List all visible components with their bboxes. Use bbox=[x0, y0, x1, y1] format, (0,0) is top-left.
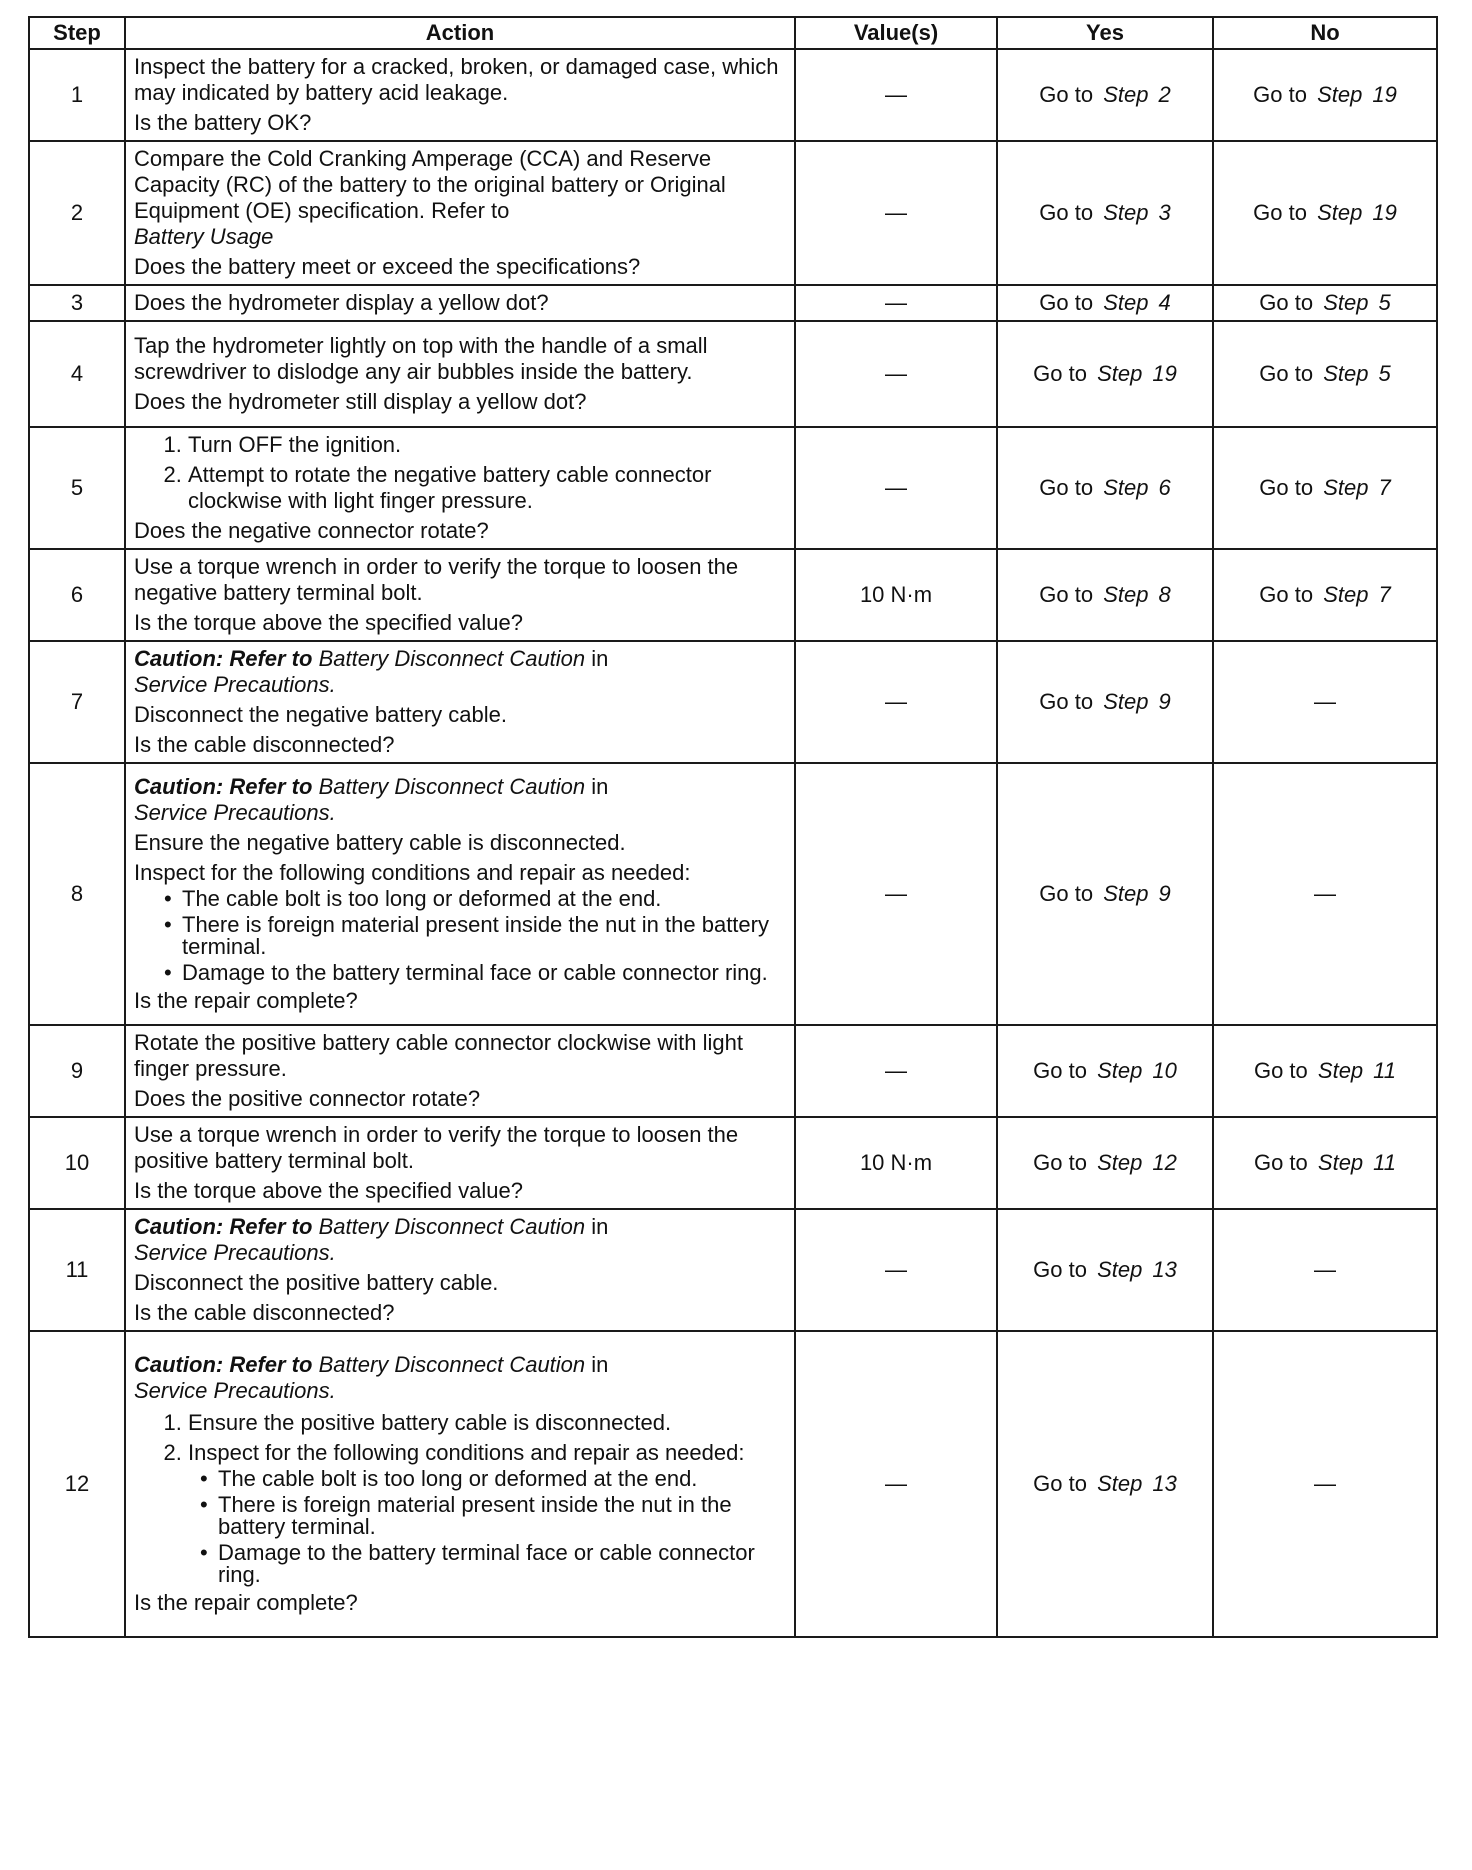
yes-cell bbox=[997, 49, 1213, 141]
goto-step-number: 11 bbox=[1373, 1150, 1397, 1175]
action-text: Rotate the positive battery cable connector clockwise with light finger pressure. bbox=[134, 1030, 743, 1081]
goto-step-number: 5 bbox=[1378, 361, 1391, 386]
yes-cell bbox=[997, 427, 1213, 549]
action-cell bbox=[125, 1025, 795, 1117]
table-row bbox=[29, 763, 1437, 1025]
table-row bbox=[29, 141, 1437, 285]
step-word: Step bbox=[1097, 1471, 1143, 1496]
step-word: Step bbox=[1317, 82, 1363, 107]
no-cell bbox=[1213, 321, 1437, 427]
header-values: Value(s) bbox=[795, 17, 997, 49]
step-word: Step bbox=[1103, 475, 1149, 500]
action-question: Does the positive connector rotate? bbox=[134, 1086, 481, 1111]
action-text-2: Inspect for the following conditions and repair as needed: bbox=[134, 860, 691, 885]
action-text: Tap the hydrometer lightly on top with the handle of a small screwdriver to dislodge any air bubbles inside the battery. bbox=[134, 333, 708, 384]
action-cell bbox=[125, 427, 795, 549]
action-question: Does the battery meet or exceed the specifications? bbox=[134, 254, 641, 279]
goto-label: Go to bbox=[1033, 1150, 1087, 1175]
list-item: 2. Attempt to rotate the negative battery cable connector clockwise with light finger pressure. bbox=[188, 462, 786, 514]
step-word: Step bbox=[1323, 361, 1369, 386]
goto-label: Go to bbox=[1033, 361, 1087, 386]
goto-step-number: 3 bbox=[1158, 200, 1171, 225]
goto-step-number: 19 bbox=[1372, 200, 1397, 225]
goto-step-number: 9 bbox=[1158, 689, 1171, 714]
no-cell bbox=[1213, 1025, 1437, 1117]
action-cell bbox=[125, 321, 795, 427]
goto-step-number: 12 bbox=[1152, 1150, 1177, 1175]
step-number: 5 bbox=[29, 427, 125, 549]
caution-source: Service Precautions. bbox=[134, 1240, 336, 1265]
list-item bbox=[188, 1440, 786, 1586]
yes-cell bbox=[997, 549, 1213, 641]
table-row bbox=[29, 1117, 1437, 1209]
caution-line bbox=[134, 1214, 786, 1266]
table-row bbox=[29, 427, 1437, 549]
step-number: 2 bbox=[29, 141, 125, 285]
caution-reference: Battery Disconnect Caution bbox=[318, 1214, 586, 1239]
action-text: Compare the Cold Cranking Amperage (CCA) and Reserve Capacity (RC) of the battery to the original battery or Original Equipment (OE) specification. Refer to bbox=[134, 146, 726, 223]
goto-step-number: 7 bbox=[1378, 582, 1391, 607]
step-word: Step bbox=[1097, 361, 1143, 386]
table-row bbox=[29, 1025, 1437, 1117]
goto-label: Go to bbox=[1039, 290, 1094, 315]
list-item: • There is foreign material present inside the nut in the battery terminal. bbox=[182, 914, 786, 958]
value-cell: — bbox=[795, 763, 997, 1025]
action-question: Does the hydrometer display a yellow dot? bbox=[134, 290, 549, 315]
goto-label: Go to bbox=[1259, 582, 1314, 607]
no-cell: — bbox=[1213, 1209, 1437, 1331]
goto-step-number: 19 bbox=[1372, 82, 1397, 107]
action-question: Is the torque above the specified value? bbox=[134, 610, 523, 635]
step-word: Step bbox=[1317, 1150, 1364, 1175]
step-number: 7 bbox=[29, 641, 125, 763]
value-cell: — bbox=[795, 1331, 997, 1637]
goto-step-number: 10 bbox=[1152, 1058, 1177, 1083]
goto-label: Go to bbox=[1033, 1471, 1087, 1496]
no-cell: — bbox=[1213, 641, 1437, 763]
caution-lead: Caution: Refer to bbox=[134, 646, 313, 671]
step-number: 9 bbox=[29, 1025, 125, 1117]
caution-reference: Battery Disconnect Caution bbox=[318, 1352, 586, 1377]
yes-cell bbox=[997, 141, 1213, 285]
list-item: • Damage to the battery terminal face or cable connector ring. bbox=[218, 1542, 786, 1586]
action-cell bbox=[125, 141, 795, 285]
step-word: Step bbox=[1103, 582, 1149, 607]
step-word: Step bbox=[1103, 82, 1149, 107]
value-cell: — bbox=[795, 141, 997, 285]
goto-step-number: 5 bbox=[1378, 290, 1391, 315]
caution-lead: Caution: Refer to bbox=[134, 774, 313, 799]
value-cell: — bbox=[795, 427, 997, 549]
goto-label: Go to bbox=[1259, 361, 1314, 386]
step-word: Step bbox=[1323, 582, 1369, 607]
list-item: • There is foreign material present inside the nut in the battery terminal. bbox=[218, 1494, 786, 1538]
action-cell bbox=[125, 763, 795, 1025]
value-cell: — bbox=[795, 1209, 997, 1331]
action-cell bbox=[125, 285, 795, 321]
no-cell bbox=[1213, 285, 1437, 321]
table-row bbox=[29, 549, 1437, 641]
no-cell bbox=[1213, 1117, 1437, 1209]
yes-cell bbox=[997, 285, 1213, 321]
header-step: Step bbox=[29, 17, 125, 49]
yes-cell bbox=[997, 1209, 1213, 1331]
goto-label: Go to bbox=[1253, 1150, 1308, 1175]
step-word: Step bbox=[1097, 1150, 1143, 1175]
goto-label: Go to bbox=[1033, 1257, 1087, 1282]
action-text: Use a torque wrench in order to verify the torque to loosen the negative battery terminal bolt. bbox=[134, 554, 739, 605]
caution-in: in bbox=[591, 1352, 609, 1377]
list-item: 1. Turn OFF the ignition. bbox=[188, 432, 786, 458]
list-item-text: Inspect for the following conditions and repair as needed: bbox=[188, 1440, 745, 1465]
action-cell bbox=[125, 641, 795, 763]
action-text: Disconnect the positive battery cable. bbox=[134, 1270, 499, 1295]
goto-label: Go to bbox=[1039, 200, 1094, 225]
goto-step-number: 2 bbox=[1158, 82, 1171, 107]
caution-reference: Battery Disconnect Caution bbox=[318, 646, 586, 671]
action-text: Ensure the negative battery cable is disconnected. bbox=[134, 830, 626, 855]
step-word: Step bbox=[1103, 290, 1149, 315]
step-number: 1 bbox=[29, 49, 125, 141]
action-cell bbox=[125, 1117, 795, 1209]
step-word: Step bbox=[1103, 200, 1149, 225]
step-number: 12 bbox=[29, 1331, 125, 1637]
caution-lead: Caution: Refer to bbox=[134, 1352, 313, 1377]
bullet-list bbox=[134, 888, 786, 984]
yes-cell bbox=[997, 763, 1213, 1025]
list-item: • Damage to the battery terminal face or cable connector ring. bbox=[182, 962, 786, 984]
action-question: Does the hydrometer still display a yellow dot? bbox=[134, 389, 587, 414]
header-yes: Yes bbox=[997, 17, 1213, 49]
action-question: Is the cable disconnected? bbox=[134, 732, 395, 757]
value-cell: 10 N·m bbox=[795, 1117, 997, 1209]
no-cell bbox=[1213, 49, 1437, 141]
goto-label: Go to bbox=[1039, 82, 1094, 107]
step-word: Step bbox=[1323, 475, 1369, 500]
table-header-row bbox=[29, 17, 1437, 49]
action-cell bbox=[125, 1209, 795, 1331]
step-word: Step bbox=[1103, 689, 1149, 714]
step-number: 4 bbox=[29, 321, 125, 427]
step-number: 6 bbox=[29, 549, 125, 641]
action-question: Is the repair complete? bbox=[134, 988, 358, 1013]
header-action: Action bbox=[125, 17, 795, 49]
action-cell bbox=[125, 549, 795, 641]
caution-source: Service Precautions. bbox=[134, 672, 336, 697]
action-text: Use a torque wrench in order to verify the torque to loosen the positive battery terminal bolt. bbox=[134, 1122, 739, 1173]
step-word: Step bbox=[1317, 200, 1363, 225]
yes-cell bbox=[997, 1025, 1213, 1117]
goto-label: Go to bbox=[1039, 475, 1094, 500]
yes-cell bbox=[997, 641, 1213, 763]
yes-cell bbox=[997, 321, 1213, 427]
action-cell bbox=[125, 49, 795, 141]
goto-step-number: 4 bbox=[1158, 290, 1171, 315]
value-cell: 10 N·m bbox=[795, 549, 997, 641]
step-number: 8 bbox=[29, 763, 125, 1025]
step-word: Step bbox=[1097, 1257, 1143, 1282]
goto-step-number: 19 bbox=[1152, 361, 1177, 386]
table-row bbox=[29, 49, 1437, 141]
goto-label: Go to bbox=[1039, 881, 1094, 906]
value-cell: — bbox=[795, 285, 997, 321]
goto-label: Go to bbox=[1253, 1058, 1308, 1083]
step-word: Step bbox=[1097, 1058, 1143, 1083]
no-cell: — bbox=[1213, 763, 1437, 1025]
goto-step-number: 11 bbox=[1373, 1058, 1397, 1083]
numbered-list bbox=[134, 1410, 786, 1586]
list-item: 1. Ensure the positive battery cable is disconnected. bbox=[188, 1410, 786, 1436]
goto-step-number: 8 bbox=[1158, 582, 1171, 607]
list-item: • The cable bolt is too long or deformed at the end. bbox=[182, 888, 786, 910]
caution-source: Service Precautions. bbox=[134, 1378, 336, 1403]
action-question: Is the repair complete? bbox=[134, 1590, 358, 1615]
goto-label: Go to bbox=[1253, 200, 1307, 225]
action-text: Disconnect the negative battery cable. bbox=[134, 702, 508, 727]
table-row bbox=[29, 1331, 1437, 1637]
step-number: 11 bbox=[29, 1209, 125, 1331]
bullet-list bbox=[188, 1468, 786, 1586]
no-cell bbox=[1213, 141, 1437, 285]
no-cell: — bbox=[1213, 1331, 1437, 1637]
goto-step-number: 6 bbox=[1158, 475, 1171, 500]
goto-label: Go to bbox=[1259, 475, 1314, 500]
goto-step-number: 7 bbox=[1378, 475, 1391, 500]
step-word: Step bbox=[1317, 1058, 1364, 1083]
table-row bbox=[29, 285, 1437, 321]
caution-source: Service Precautions. bbox=[134, 800, 336, 825]
step-number: 10 bbox=[29, 1117, 125, 1209]
goto-label: Go to bbox=[1039, 582, 1094, 607]
step-word: Step bbox=[1103, 881, 1149, 906]
no-cell bbox=[1213, 549, 1437, 641]
value-cell: — bbox=[795, 321, 997, 427]
table-row bbox=[29, 321, 1437, 427]
header-no: No bbox=[1213, 17, 1437, 49]
caution-line bbox=[134, 646, 786, 698]
yes-cell bbox=[997, 1117, 1213, 1209]
goto-label: Go to bbox=[1033, 1058, 1087, 1083]
action-question: Is the torque above the specified value? bbox=[134, 1178, 523, 1203]
goto-step-number: 13 bbox=[1152, 1257, 1177, 1282]
step-number: 3 bbox=[29, 285, 125, 321]
goto-label: Go to bbox=[1039, 689, 1094, 714]
action-question: Is the battery OK? bbox=[134, 110, 312, 135]
action-cell bbox=[125, 1331, 795, 1637]
action-text: Inspect the battery for a cracked, broken, or damaged case, which may indicated by battery acid leakage. bbox=[134, 54, 779, 105]
value-cell: — bbox=[795, 1025, 997, 1117]
goto-step-number: 9 bbox=[1158, 881, 1171, 906]
action-question: Is the cable disconnected? bbox=[134, 1300, 395, 1325]
goto-step-number: 13 bbox=[1152, 1471, 1177, 1496]
action-reference: Battery Usage bbox=[134, 224, 274, 249]
diagnostic-table bbox=[28, 16, 1438, 1638]
table-row bbox=[29, 1209, 1437, 1331]
action-question: Does the negative connector rotate? bbox=[134, 518, 489, 543]
caution-lead: Caution: Refer to bbox=[134, 1214, 313, 1239]
caution-in: in bbox=[591, 1214, 609, 1239]
step-word: Step bbox=[1323, 290, 1369, 315]
yes-cell bbox=[997, 1331, 1213, 1637]
caution-in: in bbox=[591, 646, 609, 671]
caution-line bbox=[134, 774, 786, 826]
caution-in: in bbox=[591, 774, 609, 799]
caution-line bbox=[134, 1352, 786, 1404]
no-cell bbox=[1213, 427, 1437, 549]
table-row bbox=[29, 641, 1437, 763]
caution-reference: Battery Disconnect Caution bbox=[318, 774, 586, 799]
value-cell: — bbox=[795, 49, 997, 141]
numbered-list bbox=[134, 432, 786, 514]
list-item: • The cable bolt is too long or deformed at the end. bbox=[218, 1468, 786, 1490]
goto-label: Go to bbox=[1259, 290, 1314, 315]
goto-label: Go to bbox=[1253, 82, 1307, 107]
value-cell: — bbox=[795, 641, 997, 763]
